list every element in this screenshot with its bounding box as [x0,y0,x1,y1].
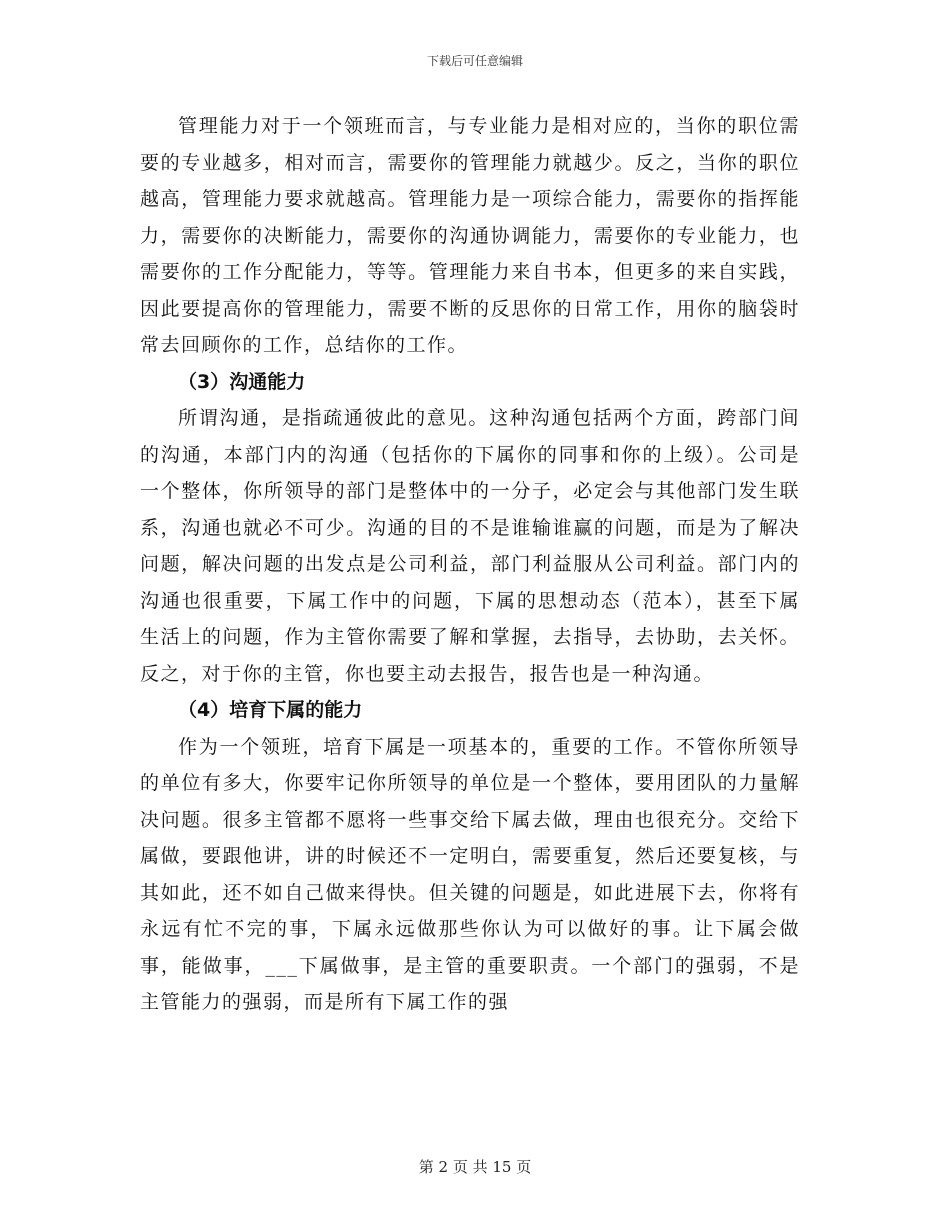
heading-communication-ability: （3）沟通能力 [178,370,306,393]
page-header: 下载后可任意编辑 [426,54,523,68]
page-footer: 第 2 页 共 15 页 [418,1158,532,1176]
document-body [140,108,800,1021]
heading-subordinate-training: （4）培育下属的能力 [178,699,363,721]
paragraph-communication: 所谓沟通，是指疏通彼此的意见。这种沟通包括两个方面，跨部门间的沟通，本部门内的沟通（包括你的下属你的同事和你的上级）。公司是一个整体，你所领导的部门是整体中的一分子，必定会与其他部门发生联系，沟通也就必不可少。沟通的目的不是谁输谁赢的问题，而是为了解决问题，解决问题的出发点是公司利益，部门利益服从公司利益。部门内的沟通也很重要，下属工作中的问题，下属的思想动态（范本），甚至下属生活上的问题，作为主管你需要了解和掌握，去指导，去协助，去关怀。反之，对于你的主管，你也要主动去报告，报告也是一种沟通。 [140,407,800,685]
paragraph-management-ability: 管理能力对于一个领班而言，与专业能力是相对应的，当你的职位需要的专业越多，相对而言，需要你的管理能力就越少。反之，当你的职位越高，管理能力要求就越高。管理能力是一项综合能力，需要你的指挥能力，需要你的决断能力，需要你的沟通协调能力，需要你的专业能力，也需要你的工作分配能力，等等。管理能力来自书本，但更多的来自实践，因此要提高你的管理能力，需要不断的反思你的日常工作，用你的脑袋时常去回顾你的工作，总结你的工作。 [140,115,800,356]
paragraph-subordinate-training: 作为一个领班，培育下属是一项基本的，重要的工作。不管你所领导的单位有多大，你要牢记你所领导的单位是一个整体，要用团队的力量解决问题。很多主管都不愿将一些事交给下属去做，理由也很充分。交给下属做，要跟他讲，讲的时候还不一定明白，需要重复，然后还要复核，与其如此，还不如自己做来得快。但关键的问题是，如此进展下去，你将有永远有忙不完的事，下属永远做那些你认为可以做好的事。让下属会做事，能做事，___下属做事，是主管的重要职责。一个部门的强弱，不是主管能力的强弱，而是所有下属工作的强 [140,735,800,1013]
